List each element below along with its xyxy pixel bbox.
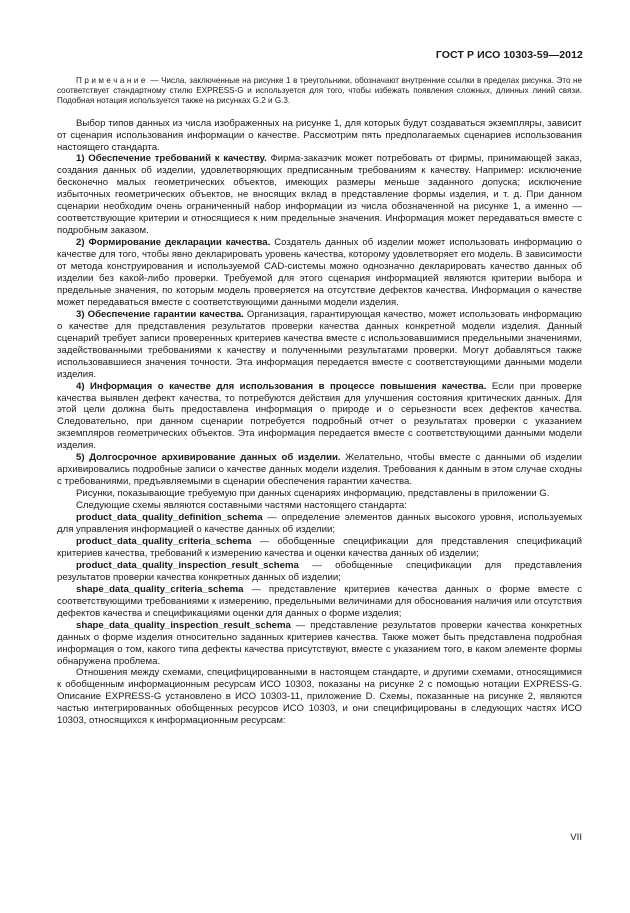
scenario-title: 1) Обеспечение требований к качеству. (76, 153, 267, 165)
annex-reference: Рисунки, показывающие требуемую при данных сценариях информацию, представлены в приложении G. (76, 488, 550, 500)
scenario-paragraph (57, 237, 582, 309)
schema-item (57, 560, 582, 584)
scenario-text: Фирма-заказчик может потребовать от фирмы, принимающей заказ, создания данных об изделии, удовлетворяющих предписанным требованиям к качеству. Например: исключение бесконечно малых геометрических объектов, имеющих размеры меньше заданного допуска; исключение избыточных геометрических объектов, не вносящих вклад в представление формы изделия, и т. д. При данном сценарии необходим очень ограниченный набор информации из числа обозначенной на рисунке 1, а именно — соответствующие критерии и относящиеся к ним предельные значения. Информация может передаваться вместе с подробным заказом. (57, 153, 582, 237)
scenario-title: 4) Информация о качестве для использования в процессе повышения качества. (76, 380, 487, 392)
schema-description: — представление критериев качества данных о форме вместе с соответствующими требованиями к измерению, предельными величинами для обоснования наличия или отсутствия дефектов качества и спецификациями оценки для данных о форме изделия; (57, 583, 582, 619)
scenario-text: Создатель данных об изделии может использовать информацию о качестве для того, чтобы явно декларировать уровень качества, которому удовлетворяет его модель. В зависимости от метода конструирования и используемой CAD-системы можно однозначно декларировать качество данных об изделии без какой-либо проверки. Требуемой для этого сценария информацией являются критерии выбора и предельные значения, по которым модель проверяется на отсутствие дефектов качества. Информация о качестве может передаваться вместе с соответствующими данными модели изделия. (57, 237, 583, 308)
scenario-text: Если при проверке качества выявлен дефект качества, то потребуются действия для улучшения состояния критических данных. Для этой цели должна быть предоставлена информация о природе и о серьезности всех дефектов качества. Следовательно, при данном сценарии потребуется подробный отчет о результатах проверки с указанием экземпляров геометрических объектов. Эта информация передается вместе с соответствующими данными модели изделия. (57, 380, 582, 452)
page-number: VII (570, 832, 582, 843)
note-text: — Числа, заключенные на рисунке 1 в треугольники, обозначают внутренние ссылки в пределах рисунка. Это не соответствует стандартному стилю EXPRESS-G и используется для того, чтобы избежать появления сложных, длинных линий связи. Подобная нотация используется также на рисунках G.2 и G.3. (57, 76, 582, 106)
schema-name: shape_data_quality_criteria_schema (76, 583, 244, 595)
scenario-title: 5) Долгосрочное архивирование данных об изделии. (76, 452, 341, 464)
standard-header: ГОСТ Р ИСО 10303-59—2012 (435, 49, 583, 61)
intro-paragraph: Выбор типов данных из числа изображенных на рисунке 1, для которых будут создаваться экземпляры, зависит от сценария использования информации о качестве. Рассмотрим пять предполагаемых сценариев использования настоящего стандарта. (57, 117, 582, 153)
schema-description: — представление результатов проверки качества конкретных данных о форме изделия относительно заданных критериев качества. Также может быть представлена подробная информация о том, какого типа дефекты качества присутствуют, вместе с указанием того, в каком элементе формы обнаружена проблема. (57, 619, 582, 667)
scenario-paragraph (57, 309, 582, 381)
schemas-intro: Следующие схемы являются составными частями настоящего стандарта: (76, 500, 407, 512)
schema-description: — обобщенные спецификации для представления результатов проверки качества конкретных данных об изделии; (57, 559, 582, 583)
scenario-text: Желательно, чтобы вместе с данными об изделии архивировались подробные записи о качестве данных модели изделия. Требования к данным в этом случае сходны с требованиями, предъявляемыми в сценарии обеспечения гарантии качества. (57, 452, 583, 488)
note-paragraph (57, 76, 582, 107)
schema-description: — определение элементов данных высокого уровня, используемых для управления информацией о качестве данных об изделии; (57, 512, 582, 536)
schema-item (57, 584, 582, 620)
scenario-title: 2) Формирование декларации качества. (76, 237, 271, 249)
schema-name: product_data_quality_definition_schema (76, 512, 263, 524)
page-body (57, 76, 582, 727)
schema-name: product_data_quality_criteria_schema (76, 535, 252, 547)
schema-item (57, 620, 582, 668)
scenario-title: 3) Обеспечение гарантии качества. (76, 308, 244, 320)
schema-item (57, 536, 582, 560)
scenario-paragraph (57, 381, 582, 453)
closing-paragraph: Отношения между схемами, специфицированными в настоящем стандарте, и другими схемами, относящимися к обобщенным информационным ресурсам ИСО 10303, показаны на рисунке 2 с помощью нотации EXPRESS-G. Описание EXPRESS-G установлено в ИСО 10303-11, приложение D. Схемы, показанные на рисунке 2, являются частью интегрированных обобщенных ресурсов ИСО 10303, и они специфицированы в следующих частях ИСО 10303, относящихся к информационным ресурсам: (57, 667, 582, 727)
schema-description: — обобщенные спецификации для представления спецификаций критериев качества, требований к измерению качества и оценки качества данных об изделии; (57, 535, 582, 559)
scenario-paragraph (57, 452, 582, 488)
schema-name: product_data_quality_inspection_result_schema (76, 559, 299, 571)
schema-name: shape_data_quality_inspection_result_schema (76, 619, 291, 631)
scenario-paragraph (57, 153, 582, 237)
schema-item (57, 512, 582, 536)
note-lead: Примечание (76, 76, 148, 85)
scenario-text: Организация, гарантирующая качество, может использовать информацию о качестве для представления результатов проверки качества данных конкретной модели изделия. Данный сценарий требует записи проверенных критериев качества вместе с использовавшимися предельными значениями, задействованными требованиями к качеству и полученными результатами проверки. Могут добавляться также использовавшиеся значения точности. Эта информация передается вместе с соответствующими данными модели изделия. (57, 308, 582, 380)
